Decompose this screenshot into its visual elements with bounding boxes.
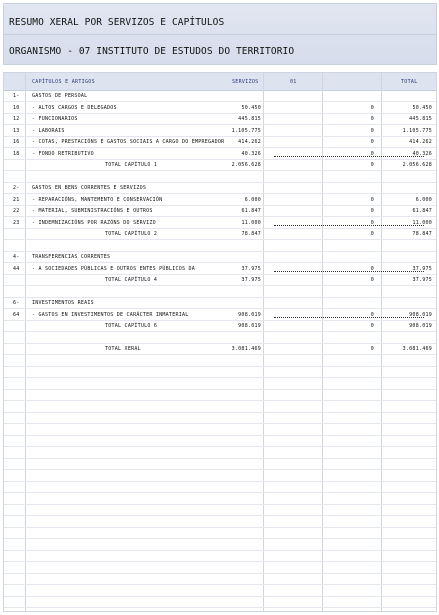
table-row — [4, 458, 436, 470]
table-row — [4, 378, 436, 390]
services-amount: 0 — [370, 323, 374, 329]
table-row — [4, 332, 436, 344]
col-service-01: 01 — [290, 79, 297, 85]
service-01-amount: 2.056.628 — [231, 162, 261, 168]
table-row — [4, 493, 436, 505]
table-row — [4, 424, 436, 436]
chapter-total-label: TOTAL CAPÍTULO 2 — [105, 231, 158, 237]
header-divider — [4, 34, 436, 35]
subtotal-dotted-rule — [274, 271, 424, 272]
service-01-amount: 445.815 — [238, 116, 261, 122]
article-code: 44 — [13, 265, 20, 272]
table-row — [4, 240, 436, 252]
services-amount: 0 — [370, 346, 374, 352]
chapter-label: TRANSFERENCIAS CORRENTES — [32, 254, 111, 260]
service-01-amount: 6.000 — [244, 196, 261, 203]
table-row — [4, 343, 436, 355]
table-row — [4, 90, 436, 102]
table-row — [4, 481, 436, 493]
table-row — [4, 297, 436, 309]
article-code: 10 — [13, 104, 20, 111]
grand-total-label: TOTAL XERAL — [105, 346, 141, 352]
total-amount: 37.975 — [412, 277, 432, 283]
table-row — [4, 527, 436, 539]
services-amount: 0 — [370, 231, 374, 237]
services-amount: 0 — [370, 277, 374, 283]
chapter-code: 4- — [13, 254, 20, 260]
table-row — [4, 136, 436, 148]
col-total: TOTAL — [401, 79, 418, 85]
table-row — [4, 596, 436, 608]
service-01-amount: 908.019 — [238, 311, 261, 318]
article-code: 12 — [13, 116, 20, 122]
article-label: - A SOCIEDADES PÚBLICAS E OUTROS ENTES PÚBLICOS DA — [32, 265, 196, 272]
table-row — [4, 504, 436, 516]
col-chapters: CAPÍTULOS E ARTIGOS — [32, 79, 95, 85]
chapter-total-label: TOTAL CAPÍTULO 4 — [105, 277, 158, 283]
service-01-amount: 37.975 — [241, 265, 261, 272]
table-row — [4, 125, 436, 137]
services-amount: 0 — [370, 265, 374, 272]
services-amount: 0 — [370, 127, 374, 134]
table-row — [4, 251, 436, 263]
article-code: 13 — [13, 127, 20, 134]
summary-table — [3, 72, 437, 612]
services-amount: 0 — [370, 311, 374, 318]
article-label: - REPARACIÓNS, MANTEMENTO E CONSERVACIÓN — [32, 196, 163, 203]
col-services: SERVIZOS — [232, 79, 259, 85]
service-01-amount: 414.262 — [238, 139, 261, 145]
service-01-amount: 40.326 — [241, 150, 261, 157]
services-amount: 0 — [370, 139, 374, 145]
table-row — [4, 539, 436, 551]
table-row — [4, 470, 436, 482]
table-row — [4, 585, 436, 597]
article-code: 22 — [13, 208, 20, 214]
table-row — [4, 171, 436, 183]
article-code: 18 — [13, 150, 20, 157]
total-amount: 1.105.775 — [402, 127, 432, 134]
table-row — [4, 412, 436, 424]
table-row — [4, 148, 436, 160]
chapter-total-label: TOTAL CAPÍTULO 6 — [105, 323, 158, 329]
article-label: - INDEMNIZACIÓNS POR RAZÓNS DO SERVIZO — [32, 219, 156, 226]
services-amount: 0 — [370, 196, 374, 203]
table-header — [4, 73, 436, 91]
article-label: - FONDO RETRIBUTIVO — [32, 150, 94, 157]
table-row — [4, 389, 436, 401]
table-row — [4, 113, 436, 125]
service-01-amount: 37.975 — [241, 277, 261, 283]
article-label: - GASTOS EN INVESTIMENTOS DE CARÁCTER INMATERIAL — [32, 311, 189, 318]
total-amount: 908.019 — [409, 311, 432, 318]
services-amount: 0 — [370, 116, 374, 122]
article-label: - FUNCIONARIOS — [32, 116, 78, 122]
services-amount: 0 — [370, 150, 374, 157]
report-header — [3, 3, 437, 65]
table-row — [4, 401, 436, 413]
table-body — [4, 90, 436, 611]
chapter-label: INVESTIMENTOS REAIS — [32, 300, 94, 306]
total-amount: 3.081.469 — [402, 346, 432, 352]
service-01-amount: 908.019 — [238, 323, 261, 329]
table-row — [4, 562, 436, 574]
service-01-amount: 61.847 — [241, 208, 261, 214]
services-amount: 0 — [370, 162, 374, 168]
subtotal-dotted-rule — [274, 225, 424, 226]
total-amount: 445.815 — [409, 116, 432, 122]
subtotal-dotted-rule — [274, 317, 424, 318]
chapter-label: GASTOS EN BENS CORRENTES E SERVIZOS — [32, 185, 147, 191]
table-row — [4, 447, 436, 459]
report-title: RESUMO XERAL POR SERVIZOS E CAPÍTULOS — [9, 17, 225, 28]
table-row — [4, 355, 436, 367]
total-amount: 2.056.628 — [402, 162, 432, 168]
subtotal-dotted-rule — [274, 156, 424, 157]
article-label: - ALTOS CARGOS E DELEGADOS — [32, 104, 117, 111]
article-label: - LABORAIS — [32, 127, 65, 134]
services-amount: 0 — [370, 219, 374, 226]
table-row — [4, 205, 436, 217]
article-code: 21 — [13, 196, 20, 203]
table-row — [4, 159, 436, 171]
table-row — [4, 550, 436, 562]
table-row — [4, 194, 436, 206]
total-amount: 11.000 — [412, 219, 432, 226]
services-amount: 0 — [370, 208, 374, 214]
chapter-code: 1- — [13, 93, 20, 99]
total-amount: 61.847 — [412, 208, 432, 214]
services-amount: 0 — [370, 104, 374, 111]
table-row — [4, 217, 436, 229]
total-amount: 50.450 — [412, 104, 432, 111]
article-code: 23 — [13, 219, 20, 226]
table-row — [4, 263, 436, 275]
table-row — [4, 182, 436, 194]
article-code: 64 — [13, 311, 20, 318]
service-01-amount: 50.450 — [241, 104, 261, 111]
service-01-amount: 3.081.469 — [231, 346, 261, 352]
total-amount: 78.847 — [412, 231, 432, 237]
table-row — [4, 435, 436, 447]
table-row — [4, 366, 436, 378]
table-row — [4, 516, 436, 528]
article-label: - COTAS, PRESTACIÓNS E GASTOS SOCIAIS A CARGO DO EMPREGADOR — [32, 139, 225, 145]
table-row — [4, 573, 436, 585]
chapter-total-label: TOTAL CAPÍTULO 1 — [105, 162, 158, 168]
table-row — [4, 274, 436, 286]
service-01-amount: 1.105.775 — [231, 127, 261, 134]
chapter-code: 2- — [13, 185, 20, 191]
total-amount: 908.019 — [409, 323, 432, 329]
table-row — [4, 286, 436, 298]
service-01-amount: 78.847 — [241, 231, 261, 237]
service-01-amount: 11.000 — [241, 219, 261, 226]
total-amount: 40.326 — [412, 150, 432, 157]
chapter-label: GASTOS DE PERSOAL — [32, 93, 88, 99]
article-label: - MATERIAL, SUBMINISTRACIÓNS E OUTROS — [32, 208, 153, 214]
table-row — [4, 228, 436, 240]
total-amount: 37.975 — [412, 265, 432, 272]
table-row — [4, 309, 436, 321]
table-row — [4, 320, 436, 332]
table-row — [4, 102, 436, 114]
chapter-code: 6- — [13, 300, 20, 306]
total-amount: 6.000 — [415, 196, 432, 203]
organism-title: ORGANISMO - 07 INSTITUTO DE ESTUDOS DO TERRITORIO — [9, 46, 295, 57]
article-code: 16 — [13, 139, 20, 145]
total-amount: 414.262 — [409, 139, 432, 145]
